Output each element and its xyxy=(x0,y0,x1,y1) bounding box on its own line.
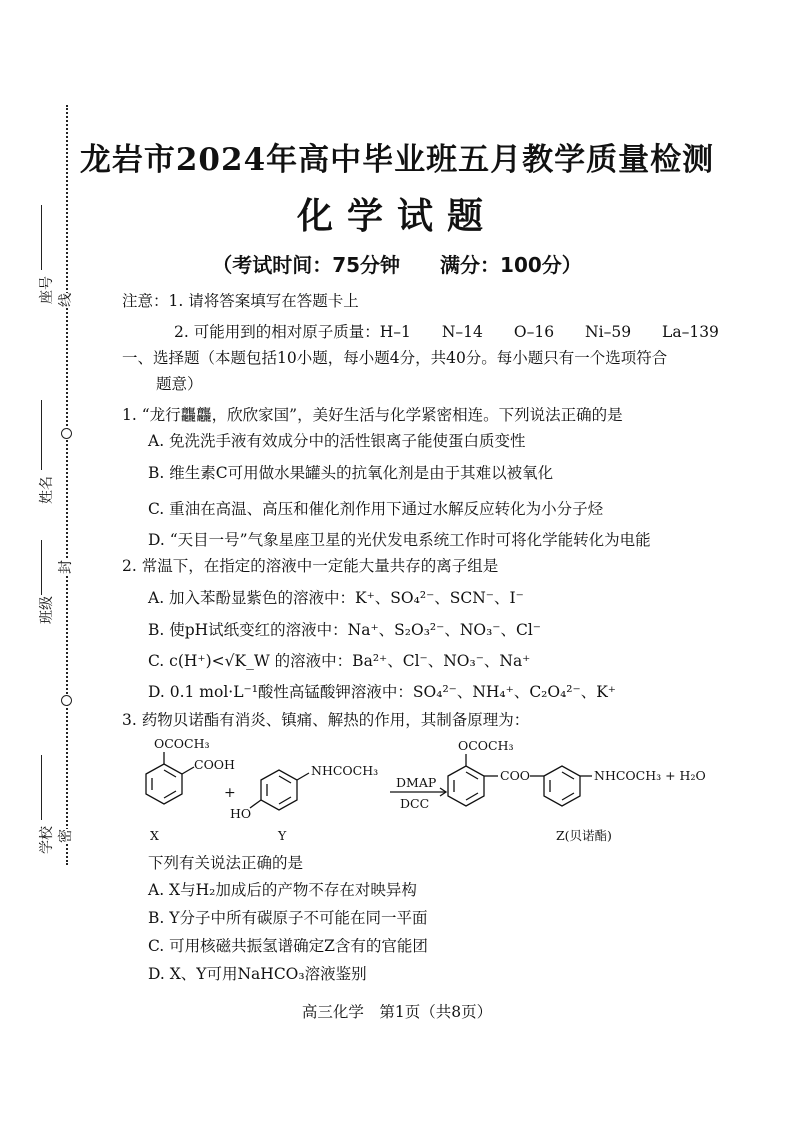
question-3-option-a: A. X与H₂加成后的产物不存在对映异构 xyxy=(148,881,417,899)
section-line-1: 一、选择题（本题包括10小题，每小题4分，共40分。每小题只有一个选项符合 xyxy=(122,349,668,367)
school-blank xyxy=(41,755,42,820)
question-1-option-c: C. 重油在高温、高压和催化剂作用下通过水解反应转化为小分子烃 xyxy=(148,500,604,518)
question-3-options xyxy=(122,850,742,983)
notes xyxy=(122,290,742,343)
binding-word-secret: 密 xyxy=(55,829,75,843)
question-3-prompt: 下列有关说法正确的是 xyxy=(148,854,304,872)
question-1 xyxy=(122,402,742,549)
label-x: X xyxy=(150,828,159,843)
question-1-option-b: B. 维生素C可用做水果罐头的抗氧化剂是由于其难以被氧化 xyxy=(148,464,554,482)
label-y: Y xyxy=(278,828,287,843)
binding-circle-2 xyxy=(61,695,72,706)
x-acetoxy-label: OCOCH₃ xyxy=(154,736,210,751)
question-3-option-d: D. X、Y可用NaHCO₃溶液鉴别 xyxy=(148,965,367,983)
condition-bottom: DCC xyxy=(400,796,430,811)
exam-title: 龙岩市2024年高中毕业班五月教学质量检测 xyxy=(79,142,715,178)
question-1-stem: 1. “龙行龘龘，欣欣家国”，美好生活与化学紧密相连。下列说法正确的是 xyxy=(122,406,623,424)
note-1: 注意：1. 请将答案填写在答题卡上 xyxy=(122,292,359,310)
question-3 xyxy=(122,707,742,733)
question-2-option-c: C. c(H⁺)<√K_W 的溶液中：Ba²⁺、Cl⁻、NO₃⁻、Na⁺ xyxy=(148,652,531,670)
question-2-option-a: A. 加入苯酚显紫色的溶液中：K⁺、SO₄²⁻、SCN⁻、I⁻ xyxy=(148,589,524,607)
binding-word-line: 线 xyxy=(55,293,75,307)
seat-field: 座号 xyxy=(39,276,55,304)
question-3-option-b: B. Y分子中所有碳原子不可能在同一平面 xyxy=(148,909,428,927)
question-2-option-b: B. 使pH试纸变红的溶液中：Na⁺、S₂O₃²⁻、NO₃⁻、Cl⁻ xyxy=(148,621,541,639)
question-1-option-d: D. “天目一号”气象星座卫星的光伏发电系统工作时可将化学能转化为电能 xyxy=(148,531,651,549)
subject-title: 化学试题 xyxy=(296,195,497,237)
reaction-scheme xyxy=(128,732,728,847)
binding-circle-1 xyxy=(61,428,72,439)
class-blank xyxy=(41,540,42,595)
label-z: Z(贝诺酯) xyxy=(556,828,612,843)
question-1-option-a: A. 免洗洗手液有效成分中的活性银离子能使蛋白质变性 xyxy=(148,432,526,450)
exam-info: （考试时间：75分钟 满分：100分） xyxy=(212,253,582,277)
y-hydroxyl-label: HO xyxy=(230,806,252,821)
question-3-option-c: C. 可用核磁共振氢谱确定Z含有的官能团 xyxy=(148,937,428,955)
question-2-option-d: D. 0.1 mol·L⁻¹酸性高锰酸钾溶液中：SO₄²⁻、NH₄⁺、C₂O₄²⁻、K⁺ xyxy=(148,683,616,701)
condition-top: DMAP xyxy=(396,775,437,790)
z-tail-label: NHCOCH₃ + H₂O xyxy=(594,768,706,783)
note-2: 2. 可能用到的相对原子质量：H–1 N–14 O–16 Ni–59 La–139 xyxy=(174,323,719,341)
y-amide-label: NHCOCH₃ xyxy=(311,763,379,778)
name-field: 姓名 xyxy=(39,476,55,504)
plus-sign: + xyxy=(224,785,236,801)
section-heading xyxy=(122,345,737,397)
z-acetoxy-label: OCOCH₃ xyxy=(458,738,514,753)
question-3-stem: 3. 药物贝诺酯有消炎、镇痛、解热的作用，其制备原理为： xyxy=(122,711,530,729)
x-carboxyl-label: COOH xyxy=(194,757,235,772)
z-ester-link: COO xyxy=(500,768,531,783)
page-footer: 高三化学 第1页（共8页） xyxy=(301,1003,493,1021)
section-line-2: 题意） xyxy=(156,375,203,393)
binding-word-seal: 封 xyxy=(55,560,75,574)
question-2 xyxy=(122,553,742,701)
question-2-stem: 2. 常温下，在指定的溶液中一定能大量共存的离子组是 xyxy=(122,557,499,575)
name-blank xyxy=(41,400,42,470)
school-field: 学校 xyxy=(39,826,55,854)
class-field: 班级 xyxy=(39,596,55,624)
